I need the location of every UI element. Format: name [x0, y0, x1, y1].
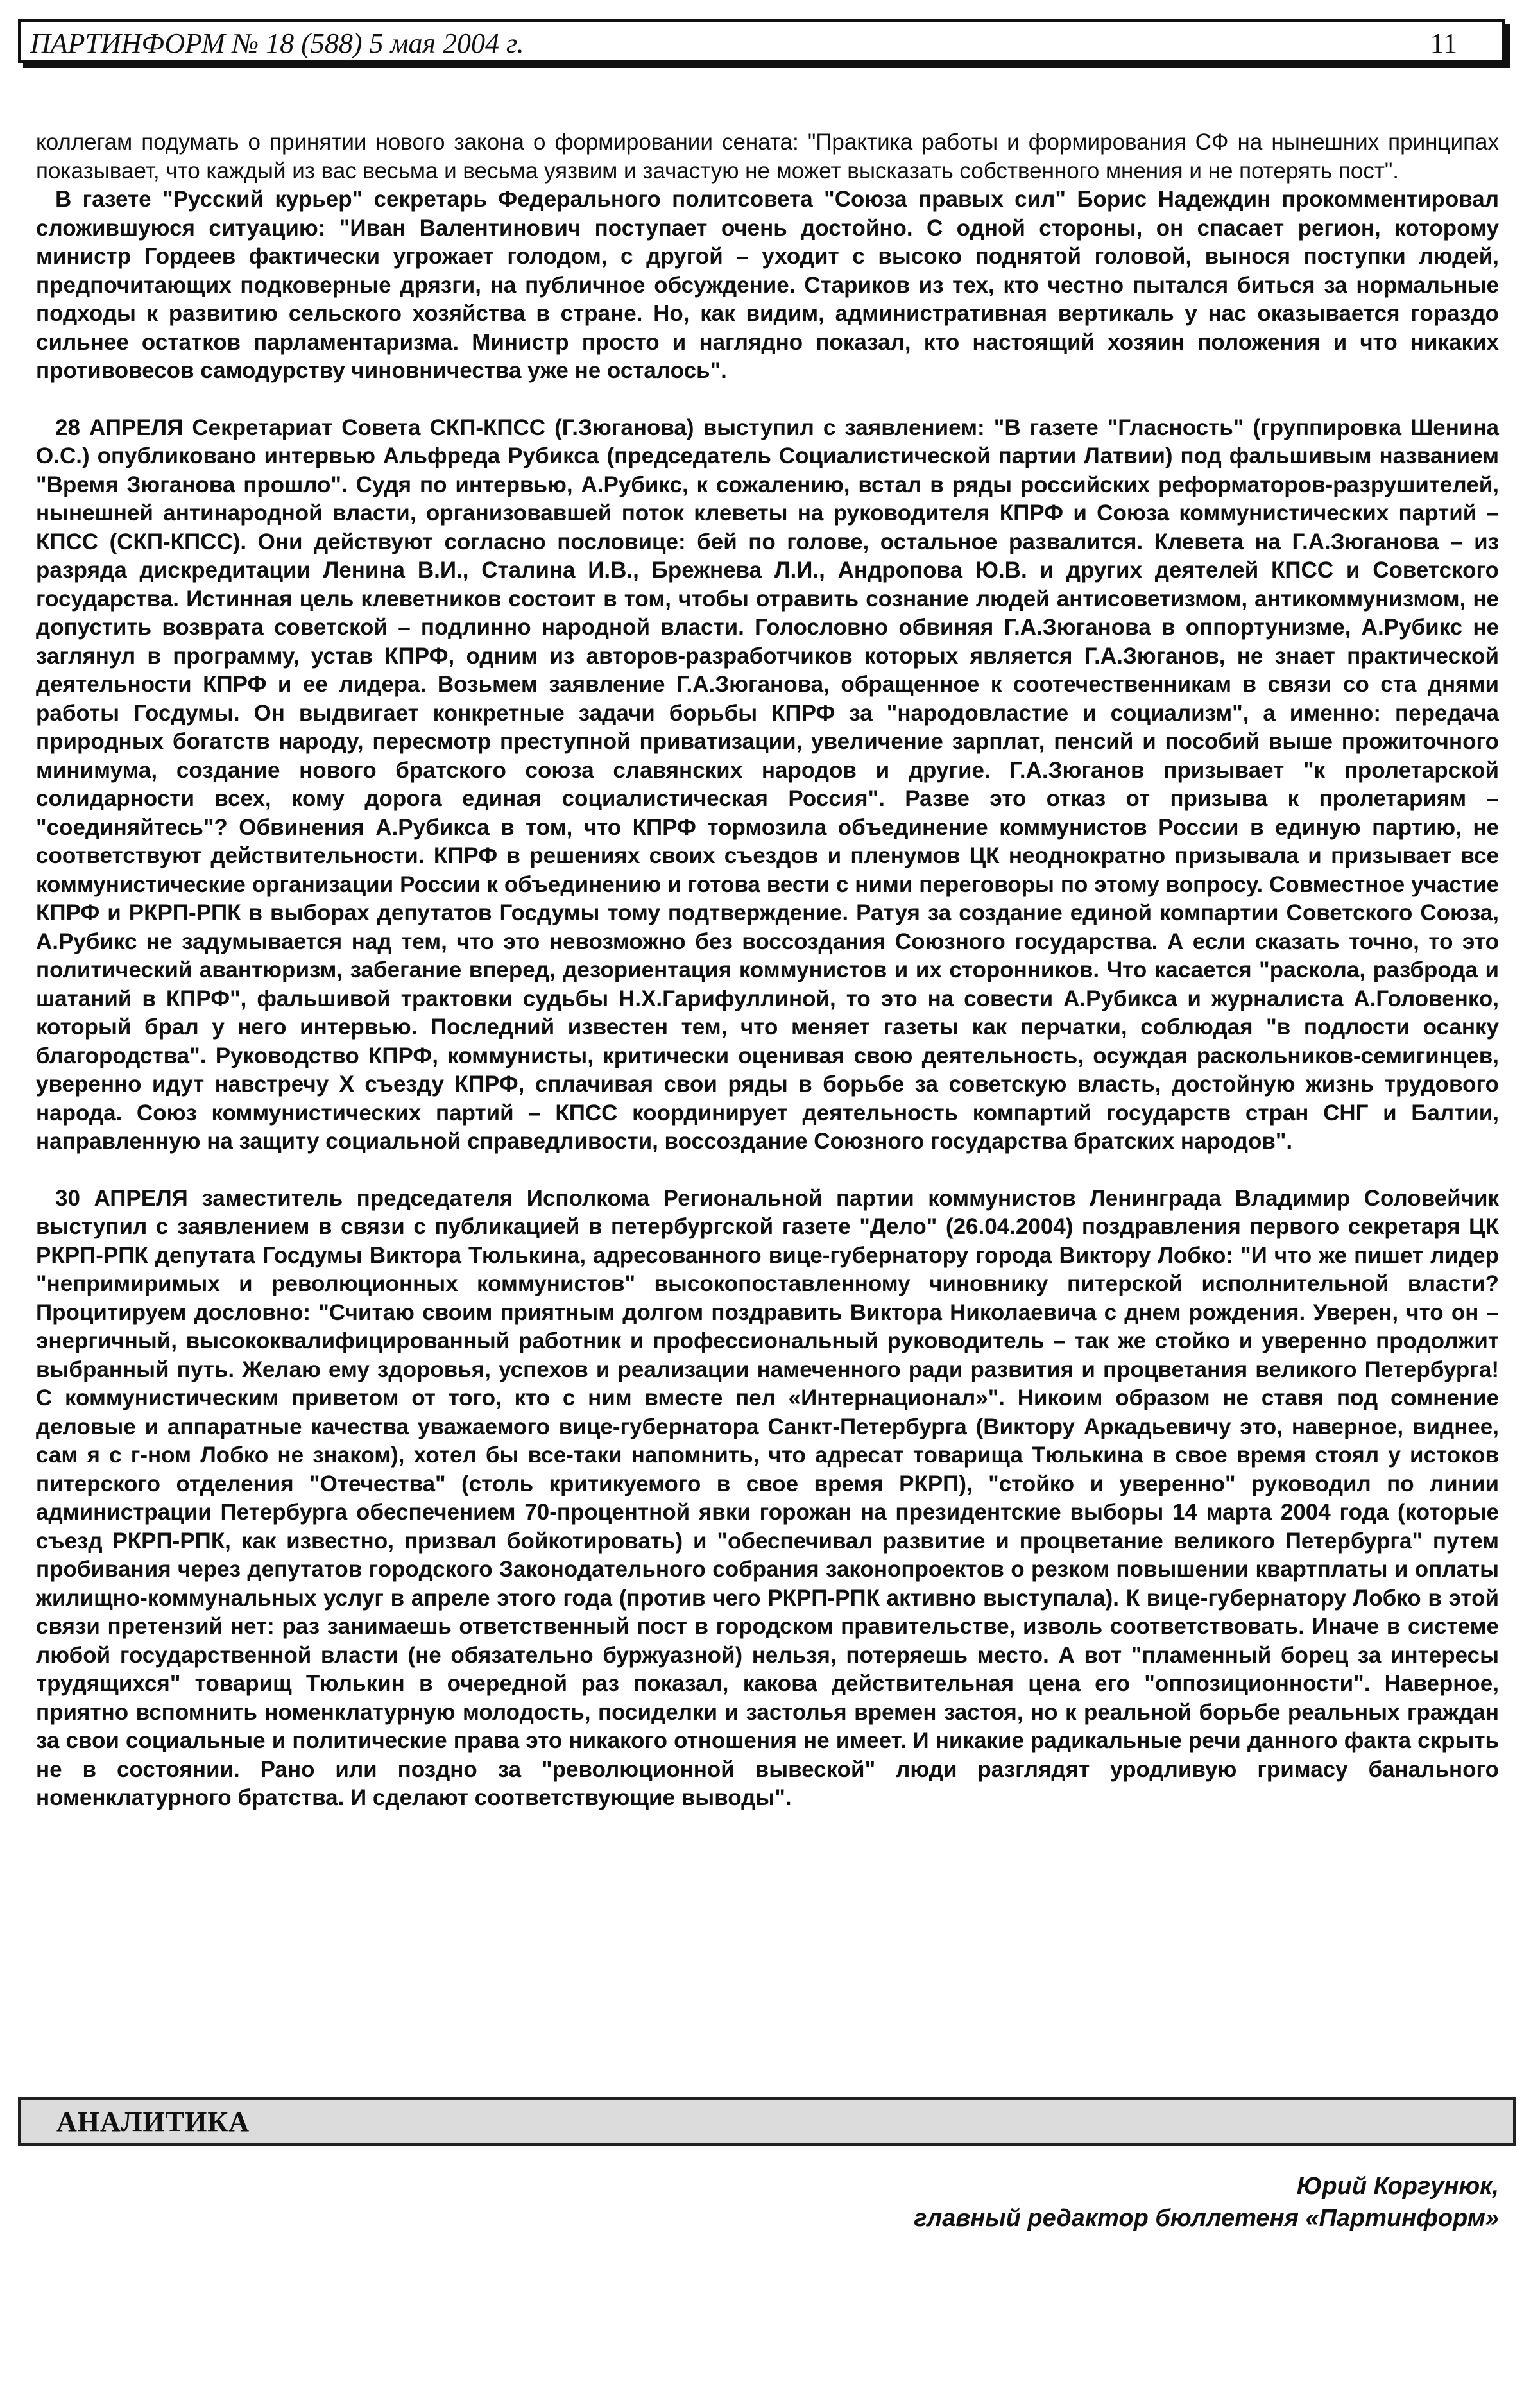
section-title: АНАЛИТИКА — [56, 2106, 250, 2138]
section-header — [18, 2097, 1516, 2146]
paragraph-april-30 — [36, 1185, 1499, 1813]
paragraph-senate-law: коллегам подумать о принятии нового закона о формировании сената: "Практика работы и формирования СФ на нынешних принципах показывает, что каждый из вас весьма и весьма уязвим и зачастую не может высказать собственного мнения и не потерять пост". — [36, 130, 1499, 184]
paragraph-april-28-text: Секретариат Совета СКП-КПСС (Г.Зюганова) выступил с заявлением: "В газете "Гласность" (группировка Шенина О.С.) опубликовано интервью Альфреда Рубикса (председатель Социалистической партии Латвии) под фальшивым названием "Время Зюганова прошло". Судя по интервью, А.Рубикс, к сожалению, встал в ряды российских реформаторов-разрушителей, нынешней антинародной власти, организовавшей поток клеветы на руководителя КПРФ и Союза коммунистических партий – КПСС (СКП-КПСС). Они действуют согласно пословице: бей по голове, остальное развалится. Клевета на Г.А.Зюганова – из разряда дискредитации Ленина В.И., Сталина И.В., Брежнева Л.И., Андропова Ю.В. и других деятелей КПСС и Советского государства. Истинная цель клеветников состоит в том, чтобы отравить сознание людей антисоветизмом, антикоммунизмом, не допустить возврата советской – подлинно народной власти. Голословно обвиняя Г.А.Зюганова в оппортунизме, А.Рубикс не заглянул в программу, устав КПРФ, одним из авторов-разработчиков которых является Г.А.Зюганов, не знает практической деятельности КПРФ и ее лидера. Возьмем заявление Г.А.Зюганова, обращенное к соотечественникам в связи со ста днями работы Госдумы. Он выдвигает конкретные задачи борьбы КПРФ за "народовластие и социализм", а именно: передача природных богатств народу, пересмотр преступной приватизации, увеличение зарплат, пенсий и пособий выше прожиточного минимума, создание нового братского союза славянских народов и другие. Г.А.Зюганов призывает "к пролетарской солидарности всех, кому дорога единая социалистическая Россия". Разве это отказ от призыва к пролетариям – "соединяйтесь"? Обвинения А.Рубикса в том, что КПРФ тормозила объединение коммунистов России в единую партию, не соответствуют действительности. КПРФ в решениях своих съездов и пленумов ЦК неоднократно призывала и призывает все коммунистические организации России к объединению и готова вести с ними переговоры по этому вопросу. Совместное участие КПРФ и РКРП-РПК в выборах депутатов Госдумы тому подтверждение. Ратуя за создание единой компартии Советского Союза, А.Рубикс не задумывается над тем, что это невозможно без воссоздания Союзного государства. А если сказать точно, то это политический авантюризм, забегание вперед, дезориентация коммунистов и их сторонников. Что касается "раскола, разброда и шатаний в КПРФ", фальшивой трактовки судьбы Н.Х.Гарифуллиной, то это на совести А.Рубикса и журналиста А.Головенко, который брал у него интервью. Последний известен тем, что меняет газеты как перчатки, соблюдая "в подлости осанку благородства". Руководство КПРФ, коммунисты, критически оценивая свою деятельность, осуждая раскольников-семигинцев, уверенно идут навстречу X съезду КПРФ, сплачивая свои ряды в борьбе за советскую власть, достойную жизнь трудового народа. Союз коммунистических партий – КПСС координирует деятельность компартий государств стран СНГ и Балтии, направленную на защиту социальной справедливости, воссоздание Союзного государства братских народов". — [36, 415, 1499, 1154]
paragraph-gap — [36, 386, 1499, 414]
paragraph-gap — [36, 1156, 1499, 1185]
author-name: Юрий Коргунюк, — [1296, 2173, 1499, 2200]
article-body — [36, 128, 1499, 1813]
author-role: главный редактор бюллетеня «Партинформ» — [914, 2205, 1499, 2232]
paragraph-april-28 — [36, 414, 1499, 1156]
paragraph-russian-courier: В газете "Русский курьер" секретарь Федерального политсовета "Союза правых сил" Борис Надеждин прокомментировал сложившуюся ситуацию: "Иван Валентинович поступает очень достойно. С одной стороны, он спасает регион, которому министр Гордеев фактически угрожает голодом, с другой – уходит с высоко поднятой головой, вынося поступки людей, предпочитающих подковерные дрязги, на публичное обсуждение. Стариков из тех, кто честно пытался биться за нормальные подходы к развитию сельского хозяйства в стране. Но, как видим, административная вертикаль у нас оказывается гораздо сильнее остатков парламентаризма. Министр просто и наглядно показал, кто настоящий хозяин положения и что никаких противовесов самодурству чиновничества уже не осталось". — [36, 187, 1499, 383]
page-number: 11 — [1430, 28, 1457, 59]
paragraph-april-30-text: заместитель председателя Исполкома Региональной партии коммунистов Ленинграда Владимир Соловейчик выступил с заявлением в связи с публикацией в петербургской газете "Дело" (26.04.2004) поздравления первого секретаря ЦК РКРП-РПК депутата Госдумы Виктора Тюлькина, адресованного вице-губернатору города Виктору Лобко: "И что же пишет лидер "непримиримых и революционных коммунистов" высокопоставленному чиновнику питерской исполнительной власти? Процитируем дословно: "Считаю своим приятным долгом поздравить Виктора Николаевича с днем рождения. Уверен, что он – энергичный, высококвалифицированный работник и профессиональный руководитель – так же стойко и уверенно продолжит выбранный путь. Желаю ему здоровья, успехов и реализации намеченного ради развития и процветания великого Петербурга! С коммунистическим приветом от того, кто с ним вместе пел «Интернационал»". Никоим образом не ставя под сомнение деловые и аппаратные качества уважаемого вице-губернатора Санкт-Петербурга (Виктору Аркадьевичу это, наверное, виднее, сам я с г-ном Лобко не знаком), хотел бы все-таки напомнить, что адресат товарища Тюлькина в свое время стоял у истоков питерского отделения "Отечества" (столь критикуемого в свое время РКРП), "стойко и уверенно" руководил по линии администрации Петербурга обеспечением 70-процентной явки горожан на президентские выборы 14 марта 2004 года (которые съезд РКРП-РПК, как известно, призвал бойкотировать) и "обеспечивал развитие и процветание великого Петербурга" путем пробивания через депутатов городского Законодательного собрания законопроектов о резком повышении квартплаты и оплаты жилищно-коммунальных услуг в апреле этого года (против чего РКРП-РПК активно выступала). К вице-губернатору Лобко в этой связи претензий нет: раз занимаешь ответственный пост в городском правительстве, изволь соответствовать. Иначе в системе любой государственной власти (не обязательно буржуазной) нельзя, потеряешь место. А вот "пламенный борец за интересы трудящихся" товарищ Тюлькин в очередной раз показал, какова действительная цена его "оппозиционности". Наверное, приятно вспомнить номенклатурную молодость, посиделки и застолья времен застоя, но к реальной борьбе реальных граждан за свои социальные и политические права это никакого отношения не имеет. И никакие радикальные речи данного факта скрыть не в состоянии. Рано или поздно за "революционной вывеской" люди разглядят уродливую гримасу банального номенклатурного братства. И сделают соответствующие выводы". — [36, 1185, 1499, 1810]
author-signature — [914, 2170, 1499, 2234]
date-april-30: 30 АПРЕЛЯ — [55, 1185, 188, 1211]
page-header — [18, 19, 1505, 63]
publication-title: ПАРТИНФОРМ № 18 (588) 5 мая 2004 г. — [30, 28, 524, 59]
date-april-28: 28 АПРЕЛЯ — [55, 415, 184, 440]
